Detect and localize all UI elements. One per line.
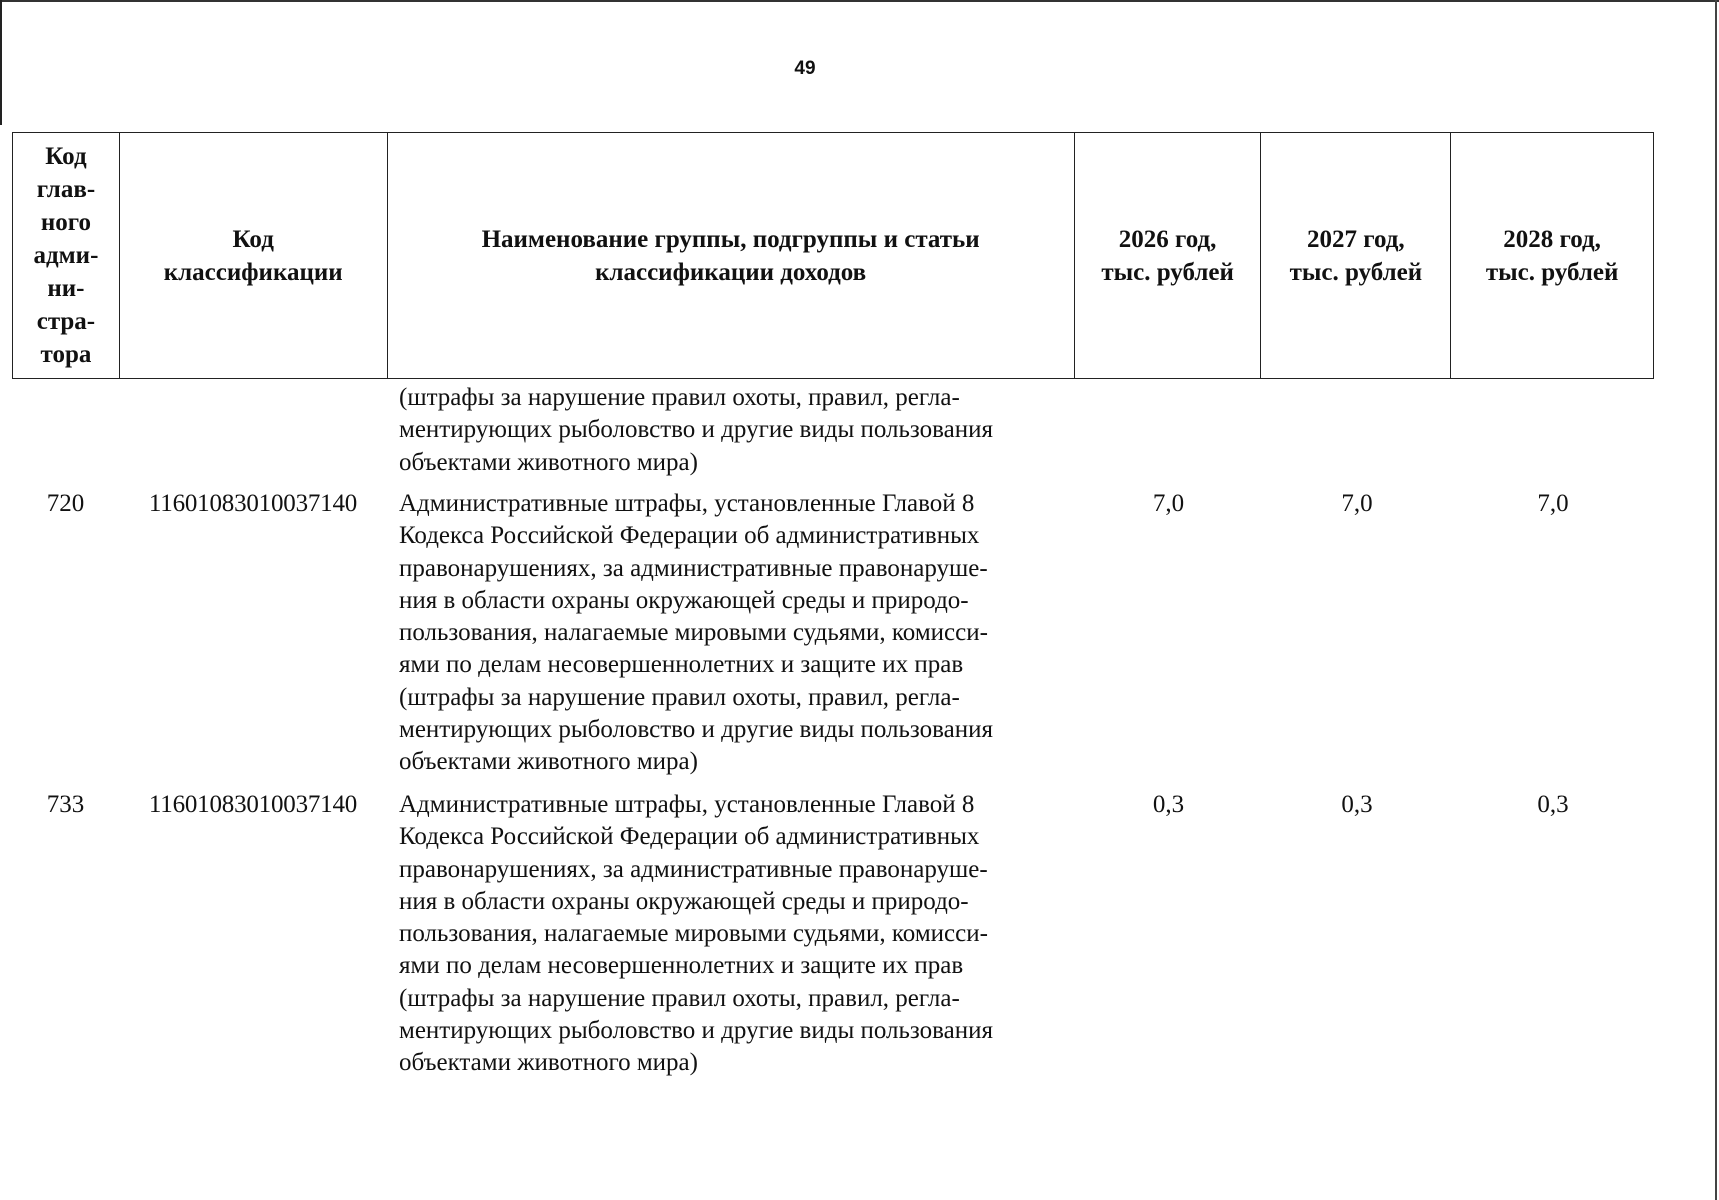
value-2028-cell: 0,3 [1537,791,1569,818]
classification-code-cell: 11601083010037140 [148,791,358,818]
continuation-text: (штрафы за нарушение правил охоты, правил, регла- ментирующих рыболовство и другие виды пользования объектами животного мира) [399,384,993,476]
header-year-2027: 2027 год, тыс. рублей [1261,133,1451,378]
header-income-name: Наименование группы, подгруппы и статьи классификации доходов [388,133,1075,378]
page-number: 49 [794,58,816,79]
page-border-right [1715,0,1717,1200]
header-year-2026: 2026 год, тыс. рублей [1075,133,1262,378]
header-classification-code: Код классификации [120,133,388,378]
value-2026-cell: 7,0 [1152,490,1185,517]
value-2028-cell: 7,0 [1537,490,1569,517]
value-2027-cell: 0,3 [1341,791,1373,818]
header-year-2028: 2028 год, тыс. рублей [1485,225,1619,286]
table-header [12,132,1654,379]
value-2026-cell: 0,3 [1152,791,1185,818]
income-name-cell: Административные штрафы, установленные Главой 8 Кодекса Российской Федерации об административных правонарушениях, за административные правонаруше- ния в области охраны окружающей среды и природо- пользования, налагаемые мировыми судьями, комисси- ями по делам несовершеннолетних и защите их прав (штрафы за нарушение правил охоты, правил, регла- ментирующих рыболовство и другие виды пользования объектами животного мира) [399,490,993,776]
admin-code-cell: 733 [46,791,85,818]
value-2027-cell: 7,0 [1341,490,1373,517]
header-admin-code: Код глав- ного адми- ни- стра- тора [13,133,120,378]
admin-code-cell: 720 [46,490,85,517]
page-border-top [0,0,1719,2]
income-name-cell: Административные штрафы, установленные Главой 8 Кодекса Российской Федерации об административных правонарушениях, за административные правонаруше- ния в области охраны окружающей среды и природо- пользования, налагаемые мировыми судьями, комисси- ями по делам несовершеннолетних и защите их прав (штрафы за нарушение правил охоты, правил, регла- ментирующих рыболовство и другие виды пользования объектами животного мира) [399,791,993,1077]
classification-code-cell: 11601083010037140 [148,490,358,517]
